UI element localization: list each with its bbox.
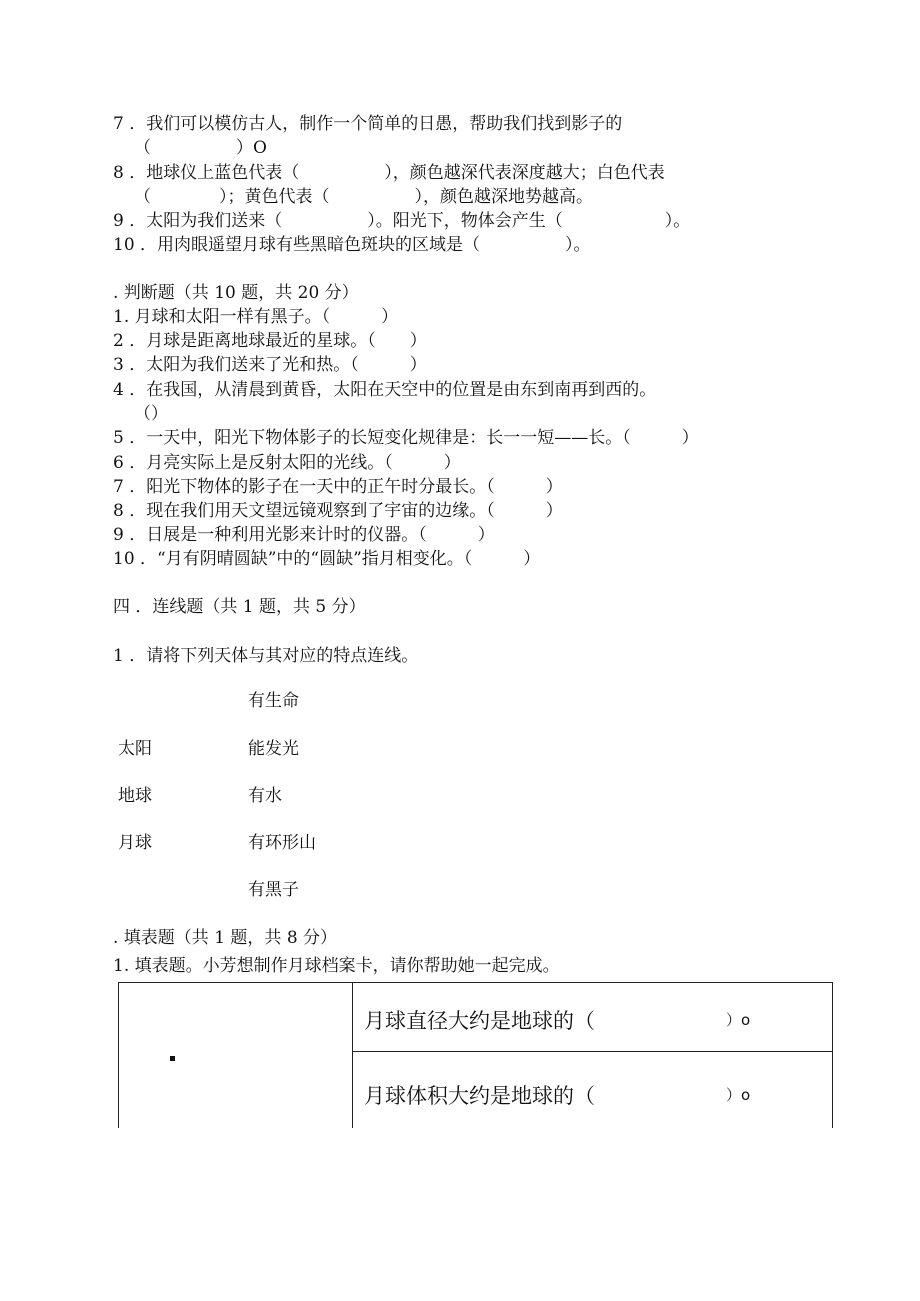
table-heading: . 填表题（共 1 题，共 8 分）	[113, 928, 338, 948]
table-row1-end: ）o	[726, 1011, 751, 1029]
table-row1-text: 月球直径大约是地球的（	[364, 1009, 595, 1033]
table-divider-vertical	[352, 982, 353, 1128]
match-right-item: 有环形山	[248, 833, 316, 853]
table-question: 1. 填表题。小芳想制作月球档案卡，请你帮助她一起完成。	[113, 956, 560, 976]
match-right-item: 能发光	[248, 739, 299, 759]
table-border-right	[832, 982, 833, 1128]
judge-item: 10 ．“月有阴晴圆缺”中的“圆缺”指月相变化。（ ）	[113, 549, 541, 569]
judge-item: 5 ．一天中，阳光下物体影子的长短变化规律是：长一一短——长。（ ）	[113, 428, 699, 448]
judge-item: 6 ．月亮实际上是反射太阳的光线。（ ）	[113, 453, 461, 473]
judge-item: 7 ．阳光下物体的影子在一天中的正午时分最长。（ ）	[113, 477, 563, 497]
table-divider-horizontal	[352, 1051, 833, 1052]
judge-heading: . 判断题（共 10 题，共 20 分）	[113, 283, 359, 303]
judge-item-blank: （）	[134, 404, 168, 424]
match-left-item: 地球	[118, 786, 152, 806]
q9: 9 ．太阳为我们送来（ ）。阳光下，物体会产生（ ）。	[113, 211, 691, 231]
table-row2-text: 月球体积大约是地球的（	[364, 1084, 595, 1108]
match-question: 1 ．请将下列天体与其对应的特点连线。	[113, 646, 419, 666]
q10: 10 ．用肉眼遥望月球有些黑暗色斑块的区域是（ ）。	[113, 235, 591, 255]
match-left-item: 月球	[118, 833, 152, 853]
image-placeholder-dot	[170, 1056, 175, 1061]
judge-item: 4 ．在我国，从清晨到黄昏，太阳在天空中的位置是由东到南再到西的。	[113, 380, 657, 400]
match-left-item: 太阳	[118, 739, 152, 759]
judge-item: 8 ．现在我们用天文望远镜观察到了宇宙的边缘。（ ）	[113, 501, 563, 521]
q7-line1: 7 ．我们可以模仿古人，制作一个简单的日愚，帮助我们找到影子的	[113, 114, 623, 134]
match-heading: 四 ．连线题（共 1 题，共 5 分）	[113, 597, 366, 617]
q8-line1: 8 ．地球仪上蓝色代表（ ），颜色越深代表深度越大；白色代表	[113, 163, 665, 183]
match-right-item: 有黑子	[248, 880, 299, 900]
table-border-left	[118, 982, 119, 1128]
q7-line2: （ ）O	[134, 138, 267, 158]
table-border-top	[118, 982, 833, 983]
match-right-item: 有水	[248, 786, 282, 806]
judge-item: 9 ．日展是一种利用光影来计时的仪器。（ ）	[113, 525, 495, 545]
judge-item: 2 ．月球是距离地球最近的星球。（ ）	[113, 331, 427, 351]
match-right-item: 有生命	[248, 691, 299, 711]
table-row2-end: ）o	[726, 1086, 751, 1104]
judge-item: 3 ．太阳为我们送来了光和热。（ ）	[113, 355, 427, 375]
q8-line2: （ ）；黄色代表（ ），颜色越深地势越高。	[134, 187, 593, 207]
judge-item: 1. 月球和太阳一样有黑子。（ ）	[113, 307, 399, 327]
